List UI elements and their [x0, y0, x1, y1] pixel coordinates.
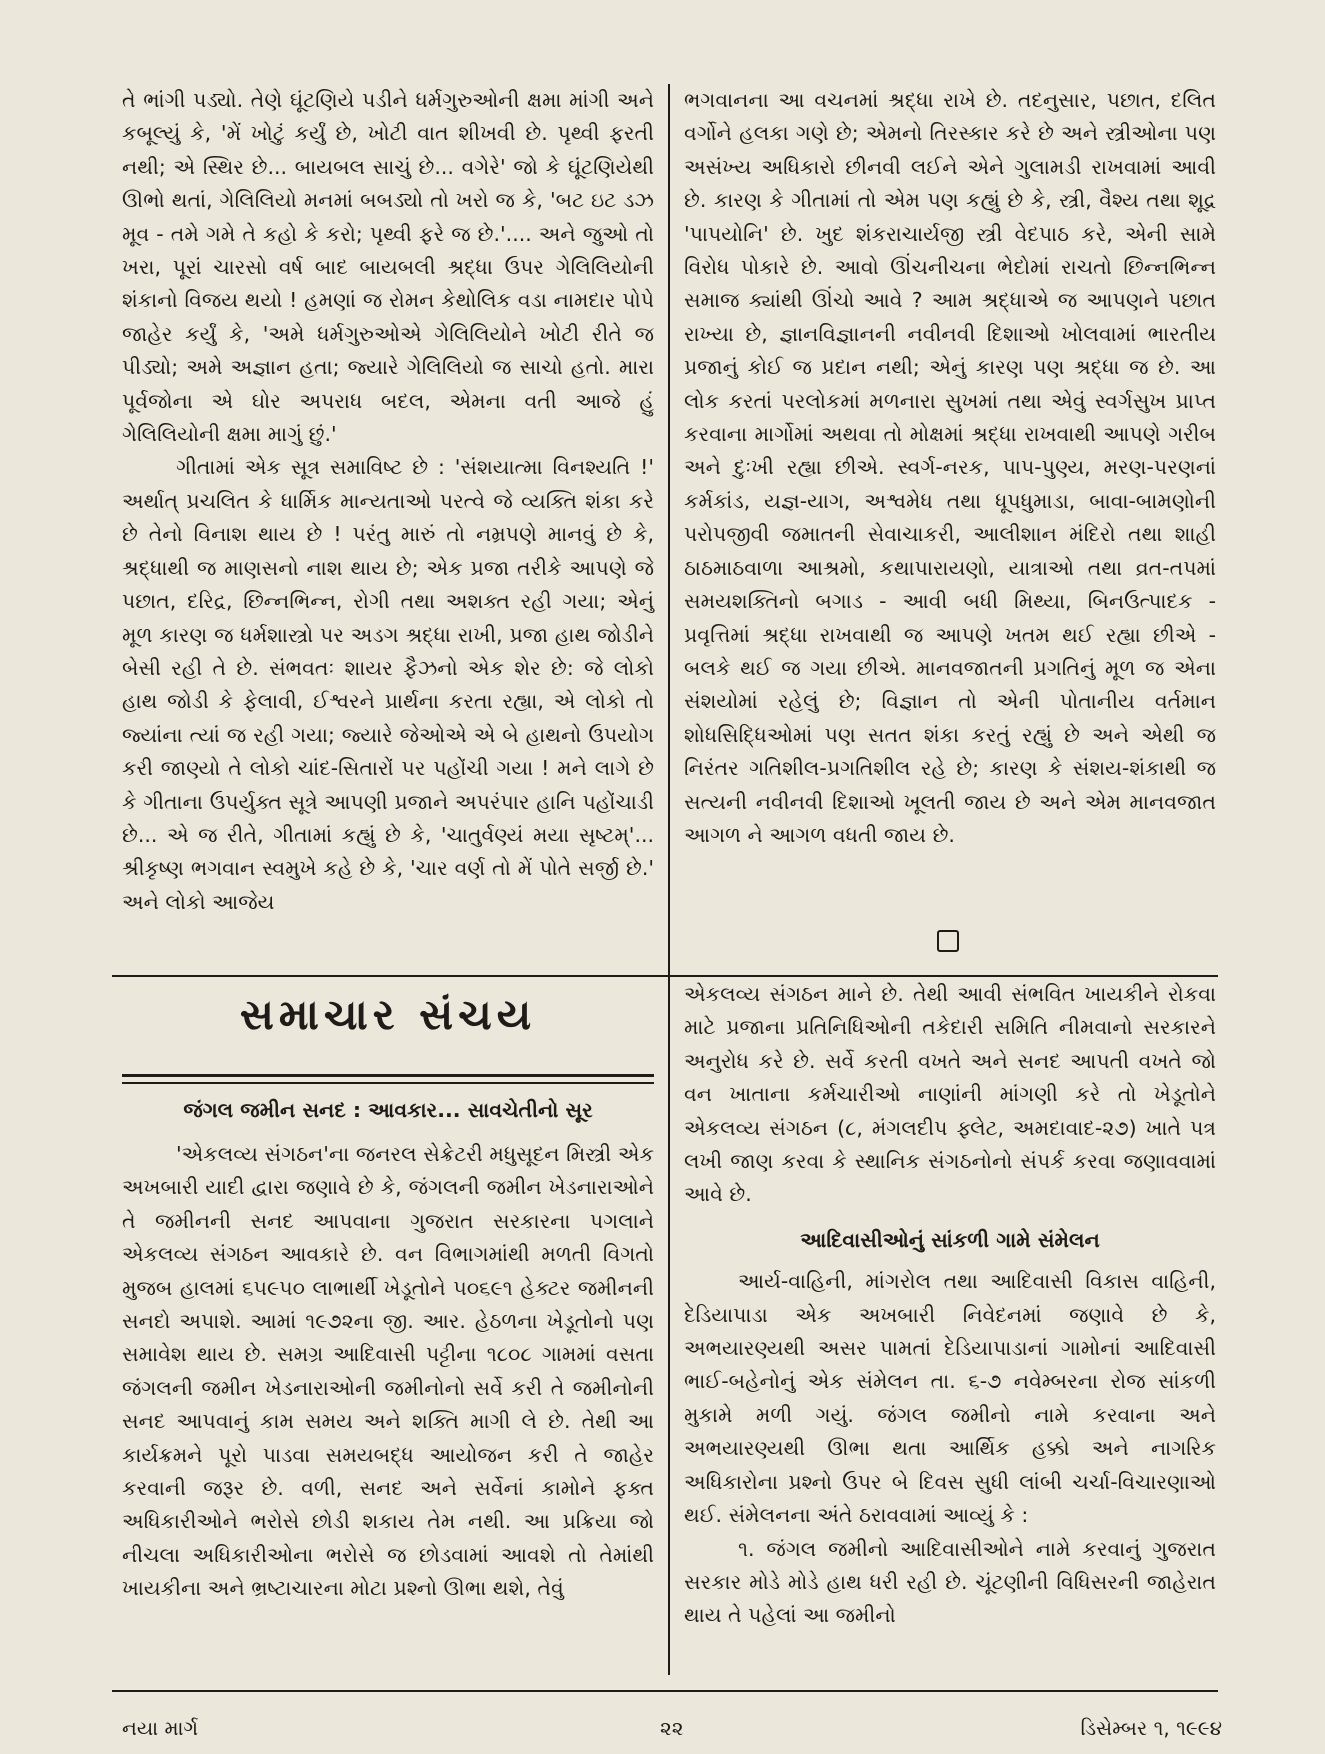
news-paragraph: આર્ય-વાહિની, માંગરોલ તથા આદિવાસી વિકાસ વાહિની, દેડિયાપાડા એક અખબારી નિવેદનમાં જણાવે છે કે, અભયારણ્યથી અસર પામતાં દેડિયાપાડાનાં ગામોનાં આદિવાસી ભાઈ-બહેનોનું એક સંમેલન તા. ૬-૭ નવેમ્બરના રોજ સાંકળી મુકામે મળી ગયું. જંગલ જમીનો નામે કરવાના અને અભયારણ્યથી ઊભા થતા આર્થિક હક્કો અને નાગરિક અધિકારોના પ્રશ્નો ઉપર બે દિવસ સુધી લાંબી ચર્ચા-વિચારણાઓ થઈ. સંમેલનના અંતે ઠરાવવામાં આવ્યું કે :: [684, 1269, 1216, 1528]
news-paragraph: 'એકલવ્ય સંગઠન'ના જનરલ સેક્રેટરી મધુસૂદન મિસ્ત્રી એક અખબારી યાદી દ્વારા જણાવે છે કે, જંગલની જમીન ખેડનારાઓને તે જમીનની સનદ આપવાના ગુજરાત સરકારના પગલાને એકલવ્ય સંગઠન આવકારે છે. વન વિભાગમાંથી મળતી વિગતો મુજબ હાલમાં ૬૫૯૫૦ લાભાર્થી ખેડૂતોને ૫૦૬૯૧ હેક્ટર જમીનની સનદો અપાશે. આમાં ૧૯૭૨ના જી. આર. હેઠળના ખેડૂતોનો પણ સમાવેશ થાય છે. સમગ્ર આદિવાસી પટ્ટીના ૧૮૦૮ ગામમાં વસતા જંગલની જમીન ખેડનારાઓની જમીનોનો સર્વે કરી તે જમીનોની સનદ આપવાનું કામ સમય અને શક્તિ માગી લે છે. તેથી આ કાર્યક્રમને પૂરો પાડવા સમયબદ્ધ આયોજન કરી તે જાહેર કરવાની જરૂર છે. વળી, સનદ અને સર્વેનાં કામોને ફક્ત અધિકારીઓને ભરોસે છોડી શકાય તેમ નથી. આ પ્રક્રિયા જો નીચલા અધિકારીઓના ભરોસે જ છોડવામાં આવશે તો તેમાંથી ખાયકીના અને ભ્રષ્ટાચારના મોટા પ્રશ્નો ઊભા થશે, તેવું: [122, 1142, 654, 1601]
news-left-column: [122, 1138, 654, 1606]
column-divider: [668, 975, 670, 1675]
footer-rule: [112, 1690, 1218, 1692]
section-top-rule: [112, 975, 1218, 977]
magazine-name: નયા માર્ગ: [122, 1716, 199, 1740]
title-underline: [122, 1082, 654, 1084]
news-paragraph: એકલવ્ય સંગઠન માને છે. તેથી આવી સંભવિત ખાયકીને રોકવા માટે પ્રજાના પ્રતિનિધિઓની તકેદારી સમિતિ નીમવાનો સરકારને અનુરોધ કરે છે. સર્વે કરતી વખતે અને સનદ આપતી વખતે જો વન ખાતાના કર્મચારીઓ નાણાંની માંગણી કરે તો ખેડૂતોને એકલવ્ય સંગઠન (૮, મંગલદીપ ફ્લેટ, અમદાવાદ-૨૭) ખાતે પત્ર લખી જાણ કરવા કે સ્થાનિક સંગઠનોનો સંપર્ક કરવા જણાવવામાં આવે છે.: [684, 982, 1216, 1207]
title-underline: [122, 1074, 654, 1077]
page-number: ૨૨: [660, 1716, 684, 1740]
section-title: સમાચાર સંચય: [239, 990, 537, 1039]
article-paragraph: તે ભાંગી પડ્યો. તેણે ઘૂંટણિયે પડીને ધર્મગુરુઓની ક્ષમા માંગી અને કબૂલ્યું કે, 'મેં ખોટું કર્યું છે, ખોટી વાત શીખવી છે. પૃથ્વી ફરતી નથી; એ સ્થિર છે... બાયબલ સાચું છે... વગેરે' જો કે ઘૂંટણિયેથી ઊભો થતાં, ગેલિલિયો મનમાં બબડ્યો તો ખરો જ કે, 'બટ ઇટ ડઝ મૂવ - તમે ગમે તે કહો કે કરો; પૃથ્વી ફરે જ છે.'.... અને જુઓ તો ખરા, પૂરાં ચારસો વર્ષ બાદ બાયબલી શ્રદ્ધા ઉપર ગેલિલિયોની શંકાનો વિજય થયો ! હમણાં જ રોમન કેથોલિક વડા નામદાર પોપે જાહેર કર્યું કે, 'અમે ધર્મગુરુઓએ ગેલિલિયોને ખોટી રીતે જ પીડ્યો; અમે અજ્ઞાન હતા; જ્યારે ગેલિલિયો જ સાચો હતો. મારા પૂર્વજોના એ ઘોર અપરાધ બદલ, એમના વતી આજે હું ગેલિલિયોની ક્ષમા માગું છું.': [122, 88, 654, 447]
news-heading: જંગલ જમીન સનદ : આવકાર... સાવચેતીનો સૂર: [183, 1098, 593, 1122]
news-right-column: [684, 978, 1216, 1633]
article-right-column: [684, 84, 1216, 852]
article-end-mark: [937, 930, 959, 952]
news-heading: આદિવાસીઓનું સાંકળી ગામે સંમેલન: [800, 1227, 1100, 1252]
news-paragraph: ૧. જંગલ જમીનો આદિવાસીઓને નામે કરવાનું ગુજરાત સરકાર મોડે મોડે હાથ ધરી રહી છે. ચૂંટણીની વિધિસરની જાહેરાત થાય તે પહેલાં આ જમીનો: [684, 1536, 1216, 1628]
issue-date: ડિસેમ્બર ૧, ૧૯૯૪: [1080, 1716, 1222, 1740]
article-paragraph: ભગવાનના આ વચનમાં શ્રદ્ધા રાખે છે. તદનુસાર, પછાત, દલિત વર્ગોને હલકા ગણે છે; એમનો તિરસ્કાર કરે છે અને સ્ત્રીઓના પણ અસંખ્ય અધિકારો છીનવી લઈને એને ગુલામડી રાખવામાં આવી છે. કારણ કે ગીતામાં તો એમ પણ કહ્યું છે કે, સ્ત્રી, વૈશ્ય તથા શૂદ્ર 'પાપયોનિ' છે. ખુદ શંકરાચાર્યજી સ્ત્રી વેદપાઠ કરે, એની સામે વિરોધ પોકારે છે. આવો ઊંચનીચના ભેદોમાં રાચતો છિન્નભિન્ન સમાજ ક્યાંથી ઊંચો આવે ? આમ શ્રદ્ધાએ જ આપણને પછાત રાખ્યા છે, જ્ઞાનવિજ્ઞાનની નવીનવી દિશાઓ ખોલવામાં ભારતીય પ્રજાનું કોઈ જ પ્રદાન નથી; એનું કારણ પણ શ્રદ્ધા જ છે. આ લોક કરતાં પરલોકમાં મળનારા સુખમાં તથા એવું સ્વર્ગસુખ પ્રાપ્ત કરવાના માર્ગોમાં અથવા તો મોક્ષમાં શ્રદ્ધા રાખવાથી આપણે ગરીબ અને દુઃખી રહ્યા છીએ. સ્વર્ગ-નરક, પાપ-પુણ્ય, મરણ-પરણનાં કર્મકાંડ, યજ્ઞ-યાગ, અશ્વમેધ તથા ધૂપધુમાડા, બાવા-બામણોની પરોપજીવી જમાતની સેવાચાકરી, આલીશાન મંદિરો તથા શાહી ઠાઠમાઠવાળા આશ્રમો, કથાપારાયણો, યાત્રાઓ તથા વ્રત-તપમાં સમયશક્તિનો બગાડ - આવી બધી મિથ્યા, બિનઉત્પાદક - પ્રવૃત્તિમાં શ્રદ્ધા રાખવાથી જ આપણે ખતમ થઈ રહ્યા છીએ - બલકે થઈ જ ગયા છીએ. માનવજાતની પ્રગતિનું મૂળ જ એના સંશયોમાં રહેલું છે; વિજ્ઞાન તો એની પોતાનીય વર્તમાન શોધસિદ્ધિઓમાં પણ સતત શંકા કરતું રહ્યું છે અને એથી જ નિરંતર ગતિશીલ-પ્રગતિશીલ રહે છે; કારણ કે સંશય-શંકાથી જ સત્યની નવીનવી દિશાઓ ખૂલતી જાય છે અને એમ માનવજાત આગળ ને આગળ વધતી જાય છે.: [684, 88, 1216, 847]
column-divider: [668, 84, 670, 984]
article-paragraph: ગીતામાં એક સૂત્ર સમાવિષ્ટ છે : 'સંશયાત્મા વિનશ્યતિ !' અર્થાત્ પ્રચલિત કે ધાર્મિક માન્યતાઓ પરત્વે જે વ્યક્તિ શંકા કરે છે તેનો વિનાશ થાય છે ! પરંતુ મારું તો નમ્રપણે માનવું છે કે, શ્રદ્ધાથી જ માણસનો નાશ થાય છે; એક પ્રજા તરીકે આપણે જે પછાત, દરિદ્ર, છિન્નભિન્ન, રોગી તથા અશક્ત રહી ગયા; એનું મૂળ કારણ જ ધર્મશાસ્ત્રો પર અડગ શ્રદ્ધા રાખી, પ્રજા હાથ જોડીને બેસી રહી તે છે. સંભવતઃ શાયર ફૈઝનો એક શેર છે: જે લોકો હાથ જોડી કે ફેલાવી, ઈશ્વરને પ્રાર્થના કરતા રહ્યા, એ લોકો તો જ્યાંના ત્યાં જ રહી ગયા; જ્યારે જેઓએ એ બે હાથનો ઉપયોગ કરી જાણ્યો તે લોકો ચાંદ-સિતારોં પર પહોંચી ગયા ! મને લાગે છે કે ગીતાના ઉપર્યુક્ત સૂત્રે આપણી પ્રજાને અપરંપાર હાનિ પહોંચાડી છે... એ જ રીતે, ગીતામાં કહ્યું છે કે, 'ચાતુર્વણ્યં મયા સૃષ્ટમ્'... શ્રીકૃષ્ણ ભગવાન સ્વમુખે કહે છે કે, 'ચાર વર્ણ તો મેં પોતે સર્જી છે.' અને લોકો આજેય: [122, 455, 654, 914]
article-left-column: [122, 84, 654, 919]
